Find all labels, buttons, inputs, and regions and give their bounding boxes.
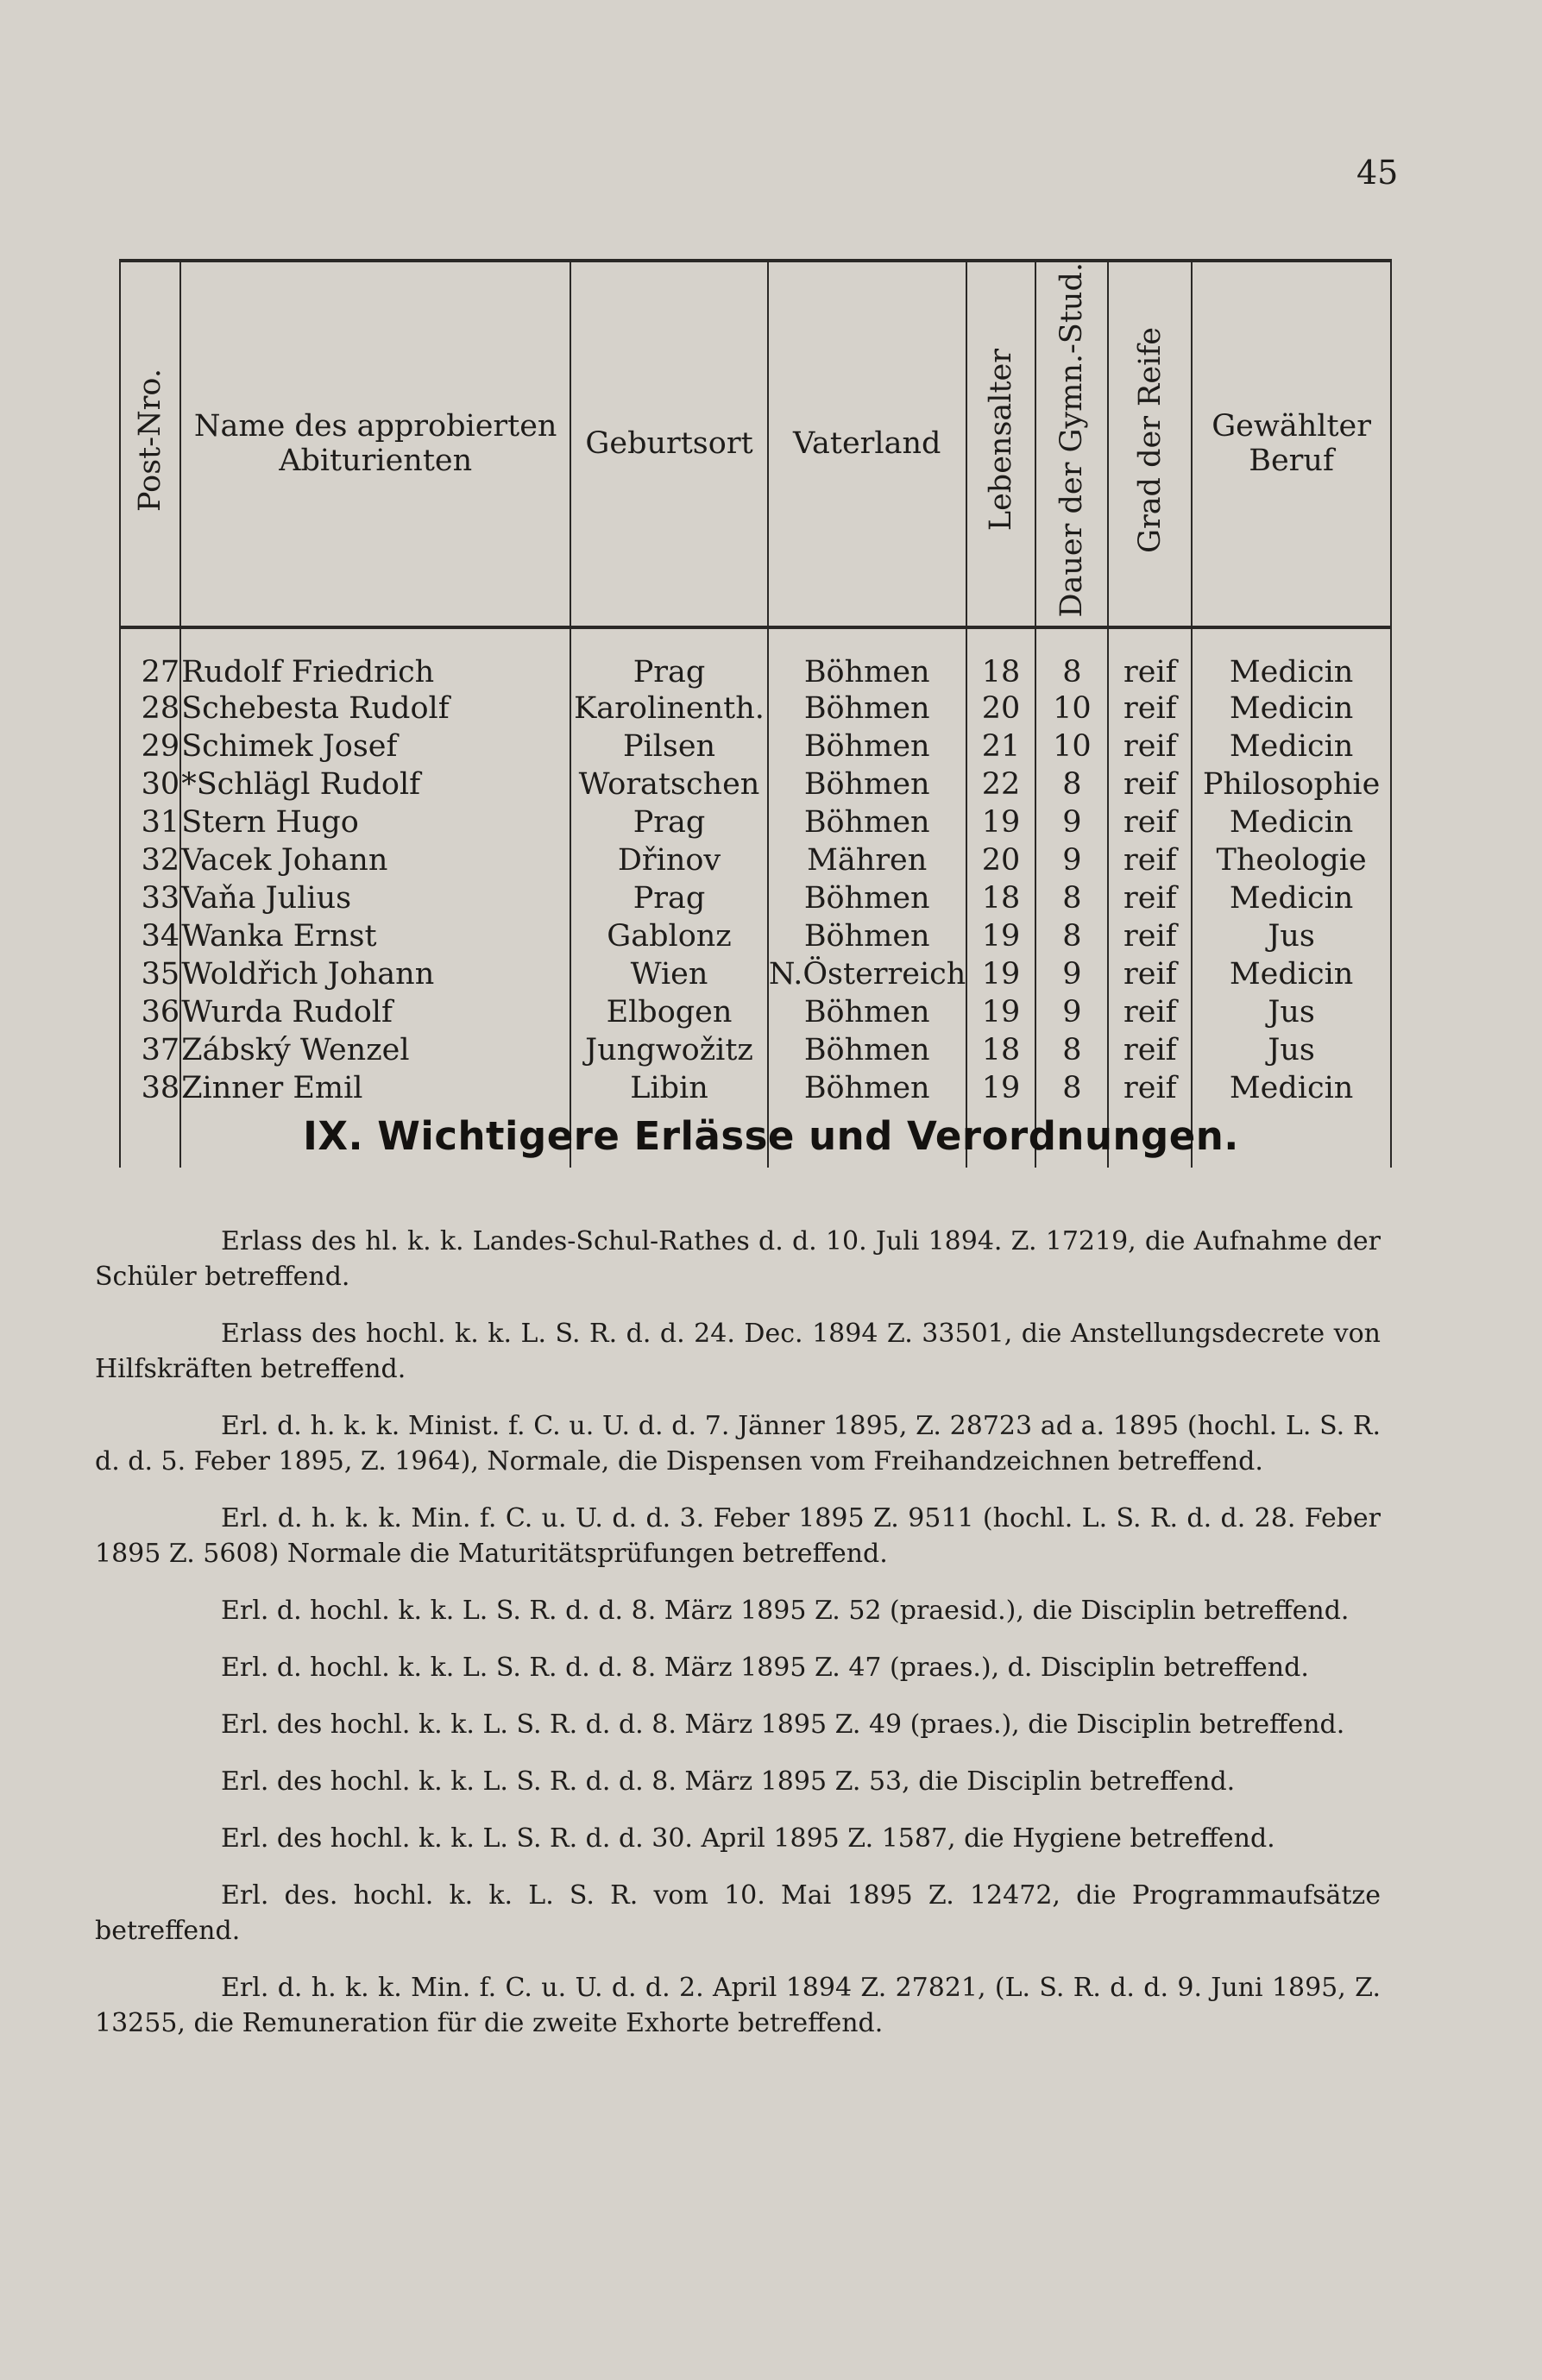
cell-name: Wanka Ernst — [180, 917, 570, 955]
cell-post-nro: 30 — [120, 765, 180, 803]
cell-grad-der-reife: reif — [1108, 993, 1192, 1031]
table-row — [120, 627, 1391, 689]
cell-dauer: 8 — [1035, 879, 1108, 917]
cell-dauer: 8 — [1035, 1069, 1108, 1107]
cell-beruf: Philosophie — [1192, 765, 1391, 803]
cell-grad-der-reife: reif — [1108, 689, 1192, 727]
table-row — [120, 841, 1391, 879]
cell-vaterland: Böhmen — [768, 689, 966, 727]
cell-vaterland: Böhmen — [768, 727, 966, 765]
cell-lebensalter: 18 — [966, 879, 1036, 917]
cell-geburtsort: Woratschen — [570, 765, 768, 803]
decree-list — [95, 1224, 1381, 2062]
cell-lebensalter: 22 — [966, 765, 1036, 803]
table-row — [120, 993, 1391, 1031]
decree-entry: Erlass des hochl. k. k. L. S. R. d. d. 24. Dec. 1894 Z. 33501, die Anstellungsdecrete von Hilfskräften betreffend. — [95, 1319, 1381, 1384]
header-geburtsort: Geburtsort — [570, 261, 768, 627]
cell-lebensalter: 20 — [966, 841, 1036, 879]
cell-grad-der-reife: reif — [1108, 1069, 1192, 1107]
cell-grad-der-reife: reif — [1108, 765, 1192, 803]
cell-name: Schebesta Rudolf — [180, 689, 570, 727]
cell-grad-der-reife: reif — [1108, 955, 1192, 993]
cell-dauer: 9 — [1035, 993, 1108, 1031]
cell-post-nro: 36 — [120, 993, 180, 1031]
cell-grad-der-reife: reif — [1108, 1031, 1192, 1069]
cell-name: Stern Hugo — [180, 803, 570, 841]
cell-dauer: 10 — [1035, 727, 1108, 765]
cell-name: Rudolf Friedrich — [180, 627, 570, 689]
cell-grad-der-reife: reif — [1108, 841, 1192, 879]
cell-vaterland: Böhmen — [768, 917, 966, 955]
cell-beruf: Medicin — [1192, 727, 1391, 765]
cell-vaterland: Böhmen — [768, 1069, 966, 1107]
decree-entry: Erlass des hl. k. k. Landes-Schul-Rathes d. d. 10. Juli 1894. Z. 17219, die Aufnahme der Schüler betreffend. — [95, 1226, 1381, 1292]
header-dauer: Dauer der Gymn.-Stud. — [1035, 261, 1108, 627]
cell-lebensalter: 19 — [966, 955, 1036, 993]
table-header-row — [120, 261, 1391, 627]
cell-geburtsort: Prag — [570, 803, 768, 841]
header-post-nro: Post-Nro. — [120, 261, 180, 627]
cell-geburtsort: Dřinov — [570, 841, 768, 879]
cell-name: Woldřich Johann — [180, 955, 570, 993]
cell-name: Wurda Rudolf — [180, 993, 570, 1031]
cell-dauer: 9 — [1035, 841, 1108, 879]
cell-geburtsort: Wien — [570, 955, 768, 993]
decree-entry: Erl. des hochl. k. k. L. S. R. d. d. 8. März 1895 Z. 49 (praes.), die Disciplin betreffend. — [221, 1709, 1345, 1740]
cell-post-nro: 27 — [120, 627, 180, 689]
cell-dauer: 9 — [1035, 803, 1108, 841]
cell-lebensalter: 18 — [966, 627, 1036, 689]
table-row — [120, 803, 1391, 841]
cell-name: Vacek Johann — [180, 841, 570, 879]
table-row — [120, 765, 1391, 803]
header-lebensalter: Lebensalter — [966, 261, 1036, 627]
cell-post-nro: 29 — [120, 727, 180, 765]
page-number: 45 — [1356, 154, 1399, 192]
table-row — [120, 1069, 1391, 1107]
cell-name: *Schlägl Rudolf — [180, 765, 570, 803]
cell-beruf: Medicin — [1192, 803, 1391, 841]
cell-dauer: 8 — [1035, 765, 1108, 803]
header-vaterland: Vaterland — [768, 261, 966, 627]
table-row — [120, 917, 1391, 955]
cell-geburtsort: Prag — [570, 627, 768, 689]
cell-vaterland: N.Österreich — [768, 956, 966, 992]
cell-post-nro: 33 — [120, 879, 180, 917]
decree-entry: Erl. d. h. k. k. Min. f. C. u. U. d. d. 2. April 1894 Z. 27821, (L. S. R. d. d. 9. Juni 1895, Z. 13255, die Remuneration für die zweite Exhorte betreffend. — [95, 1973, 1381, 2038]
cell-dauer: 8 — [1035, 917, 1108, 955]
header-grad: Grad der Reife — [1108, 261, 1192, 627]
cell-lebensalter: 19 — [966, 1069, 1036, 1107]
cell-beruf: Jus — [1192, 1031, 1391, 1069]
table-row — [120, 1031, 1391, 1069]
cell-geburtsort: Karolinenth. — [570, 689, 768, 727]
cell-vaterland: Böhmen — [768, 765, 966, 803]
table-row — [120, 879, 1391, 917]
cell-beruf: Medicin — [1192, 1069, 1391, 1107]
table-row — [120, 955, 1391, 993]
cell-beruf: Jus — [1192, 993, 1391, 1031]
cell-beruf: Jus — [1192, 917, 1391, 955]
decree-entry: Erl. d. hochl. k. k. L. S. R. d. d. 8. März 1895 Z. 47 (praes.), d. Disciplin betreffend. — [221, 1653, 1309, 1683]
cell-grad-der-reife: reif — [1108, 627, 1192, 689]
cell-name: Vaňa Julius — [180, 879, 570, 917]
cell-dauer: 9 — [1035, 955, 1108, 993]
cell-post-nro: 34 — [120, 917, 180, 955]
cell-dauer: 10 — [1035, 689, 1108, 727]
table-row — [120, 689, 1391, 727]
decree-entry: Erl. d. h. k. k. Min. f. C. u. U. d. d. 3. Feber 1895 Z. 9511 (hochl. L. S. R. d. d. 28. Feber 1895 Z. 5608) Normale die Maturitätsprüfungen betreffend. — [95, 1503, 1381, 1569]
abiturienten-table — [119, 259, 1392, 1168]
cell-geburtsort: Prag — [570, 879, 768, 917]
cell-lebensalter: 19 — [966, 993, 1036, 1031]
cell-grad-der-reife: reif — [1108, 917, 1192, 955]
cell-dauer: 8 — [1035, 627, 1108, 689]
cell-grad-der-reife: reif — [1108, 803, 1192, 841]
cell-beruf: Medicin — [1192, 689, 1391, 727]
cell-lebensalter: 18 — [966, 1031, 1036, 1069]
cell-geburtsort: Pilsen — [570, 727, 768, 765]
cell-post-nro: 38 — [120, 1069, 180, 1107]
cell-beruf: Medicin — [1192, 955, 1391, 993]
table-row — [120, 727, 1391, 765]
cell-beruf: Medicin — [1192, 627, 1391, 689]
header-beruf: Gewählter Beruf — [1192, 261, 1391, 627]
decree-entry: Erl. des. hochl. k. k. L. S. R. vom 10. Mai 1895 Z. 12472, die Programmaufsätze betreffend. — [95, 1880, 1381, 1946]
cell-lebensalter: 20 — [966, 689, 1036, 727]
decree-entry: Erl. des hochl. k. k. L. S. R. d. d. 30. April 1895 Z. 1587, die Hygiene betreffend. — [221, 1823, 1275, 1854]
cell-grad-der-reife: reif — [1108, 727, 1192, 765]
cell-post-nro: 28 — [120, 689, 180, 727]
cell-beruf: Theologie — [1192, 841, 1391, 879]
decree-entry: Erl. d. hochl. k. k. L. S. R. d. d. 8. März 1895 Z. 52 (praesid.), die Disciplin betreffend. — [221, 1596, 1350, 1626]
cell-post-nro: 32 — [120, 841, 180, 879]
cell-vaterland: Mähren — [768, 841, 966, 879]
cell-vaterland: Böhmen — [768, 803, 966, 841]
cell-vaterland: Böhmen — [768, 627, 966, 689]
cell-lebensalter: 21 — [966, 727, 1036, 765]
cell-post-nro: 31 — [120, 803, 180, 841]
cell-geburtsort: Elbogen — [570, 993, 768, 1031]
cell-name: Zinner Emil — [180, 1069, 570, 1107]
decree-entry: Erl. des hochl. k. k. L. S. R. d. d. 8. März 1895 Z. 53, die Disciplin betreffend. — [221, 1766, 1236, 1797]
section-heading: IX. Wichtigere Erlässe und Verordnungen. — [303, 1113, 1239, 1159]
cell-beruf: Medicin — [1192, 879, 1391, 917]
cell-vaterland: Böhmen — [768, 1031, 966, 1069]
cell-name: Schimek Josef — [180, 727, 570, 765]
cell-geburtsort: Jungwožitz — [570, 1031, 768, 1069]
cell-geburtsort: Gablonz — [570, 917, 768, 955]
decree-entry: Erl. d. h. k. k. Minist. f. C. u. U. d. d. 7. Jänner 1895, Z. 28723 ad a. 1895 (hochl. L. S. R. d. d. 5. Feber 1895, Z. 1964), Normale, die Dispensen vom Freihandzeichnen betreffend. — [95, 1411, 1381, 1476]
header-name: Name des approbierten Abiturienten — [180, 261, 570, 627]
cell-lebensalter: 19 — [966, 803, 1036, 841]
cell-geburtsort: Libin — [570, 1069, 768, 1107]
cell-vaterland: Böhmen — [768, 993, 966, 1031]
cell-name: Zábský Wenzel — [180, 1031, 570, 1069]
cell-post-nro: 37 — [120, 1031, 180, 1069]
cell-lebensalter: 19 — [966, 917, 1036, 955]
cell-grad-der-reife: reif — [1108, 879, 1192, 917]
cell-dauer: 8 — [1035, 1031, 1108, 1069]
cell-vaterland: Böhmen — [768, 879, 966, 917]
cell-post-nro: 35 — [120, 955, 180, 993]
